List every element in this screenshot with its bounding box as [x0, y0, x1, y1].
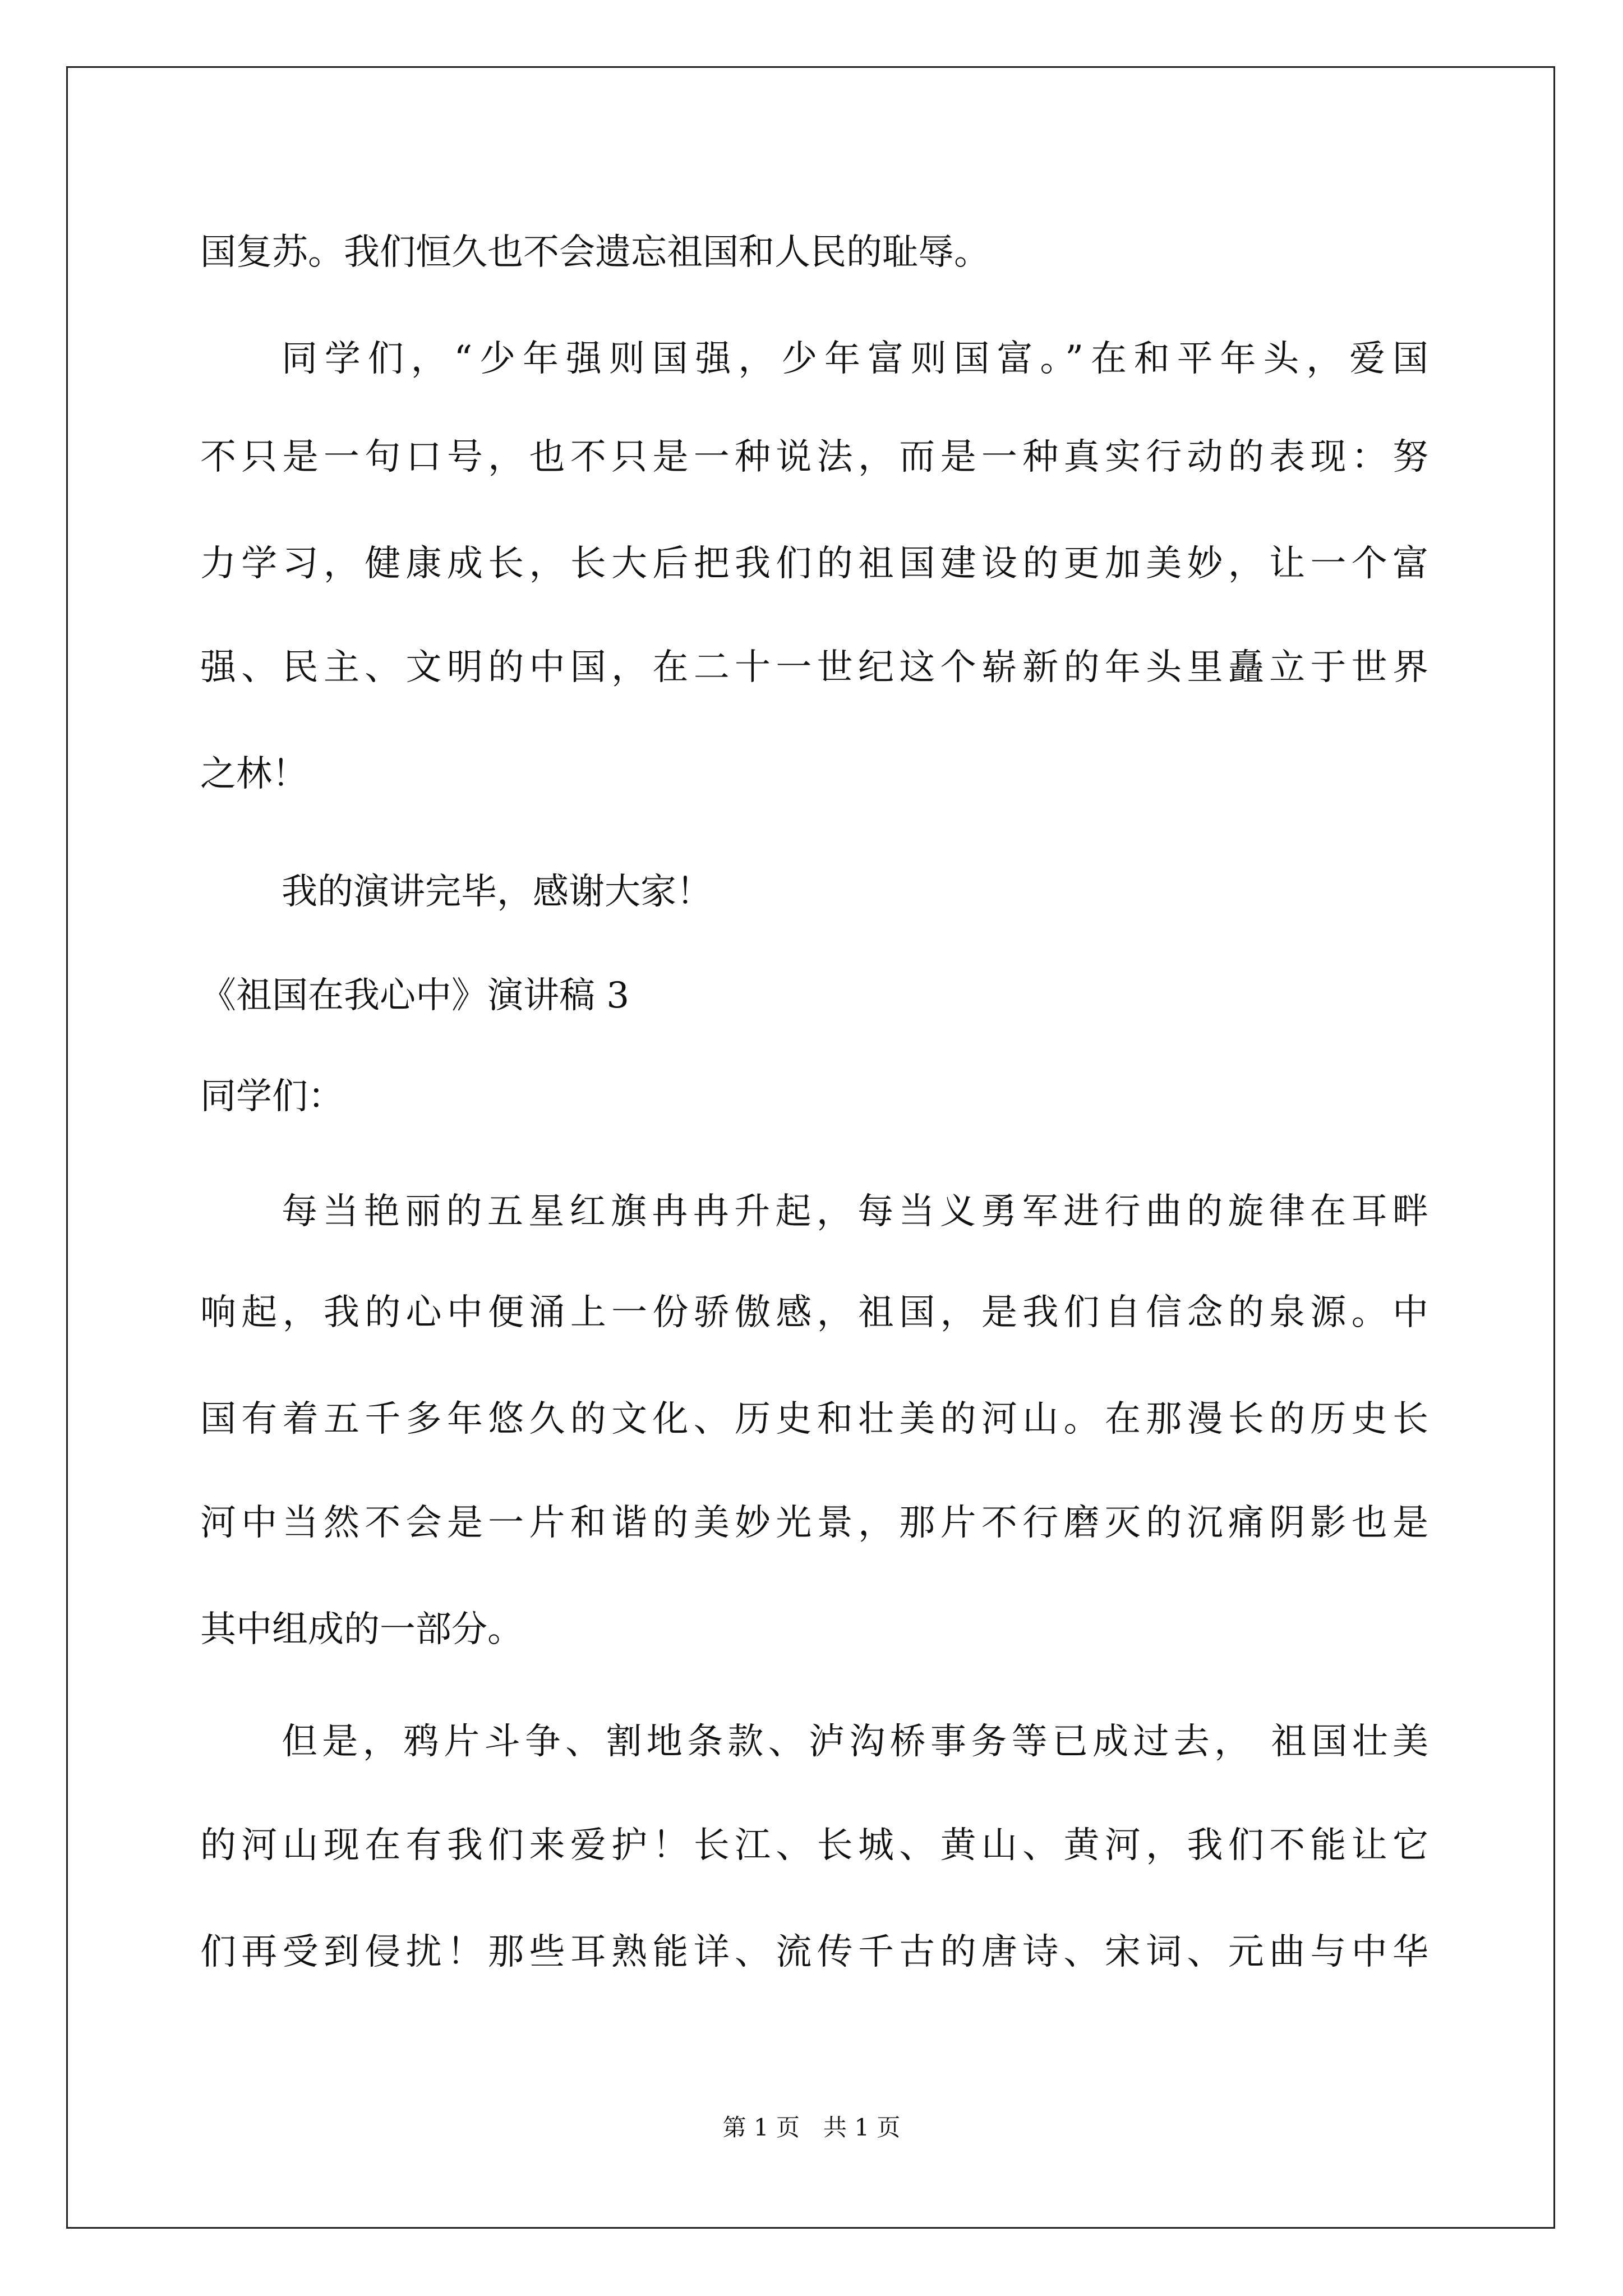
text-line-7: 我的演讲完毕，感谢大家！	[282, 871, 712, 913]
page-footer: 第 1 页 共 1 页	[722, 2114, 901, 2141]
section-title: 《祖国在我心中》演讲稿 3	[200, 975, 630, 1016]
text-line-3: 不只是一句口号，也不只是一种说法，而是一种真实行动的表现：努	[200, 436, 1428, 478]
text-line-16: 的河山现在有我们来爱护！长江、长城、黄山、黄河，我们不能让它	[200, 1825, 1428, 1866]
page-border	[66, 66, 1555, 2229]
text-line-12: 国有着五千多年悠久的文化、历史和壮美的河山。在那漫长的历史长	[200, 1398, 1428, 1440]
text-line-6: 之林！	[200, 753, 308, 795]
text-line-10: 每当艳丽的五星红旗冉冉升起，每当义勇军进行曲的旋律在耳畔	[282, 1191, 1428, 1232]
salutation: 同学们：	[200, 1076, 344, 1117]
text-line-17: 们再受到侵扰！那些耳熟能详、流传千古的唐诗、宋词、元曲与中华	[200, 1931, 1428, 1973]
text-line-11: 响起，我的心中便涌上一份骄傲感，祖国，是我们自信念的泉源。中	[200, 1292, 1428, 1333]
text-line-13: 河中当然不会是一片和谐的美妙光景，那片不行磨灭的沉痛阴影也是	[200, 1502, 1428, 1544]
text-line-14: 其中组成的一部分。	[200, 1609, 523, 1650]
text-line-4: 力学习，健康成长，长大后把我们的祖国建设的更加美妙，让一个富	[200, 543, 1428, 585]
text-line-15: 但是，鸦片斗争、割地条款、泸沟桥事务等已成过去， 祖国壮美	[282, 1721, 1428, 1763]
text-line-5: 强、民主、文明的中国，在二十一世纪这个崭新的年头里矗立于世界	[200, 647, 1428, 688]
text-line-1: 国复苏。我们恒久也不会遗忘祖国和人民的耻辱。	[200, 232, 990, 273]
text-line-2: 同学们，“少年强则国强，少年富则国富。”在和平年头，爱国	[282, 338, 1428, 380]
